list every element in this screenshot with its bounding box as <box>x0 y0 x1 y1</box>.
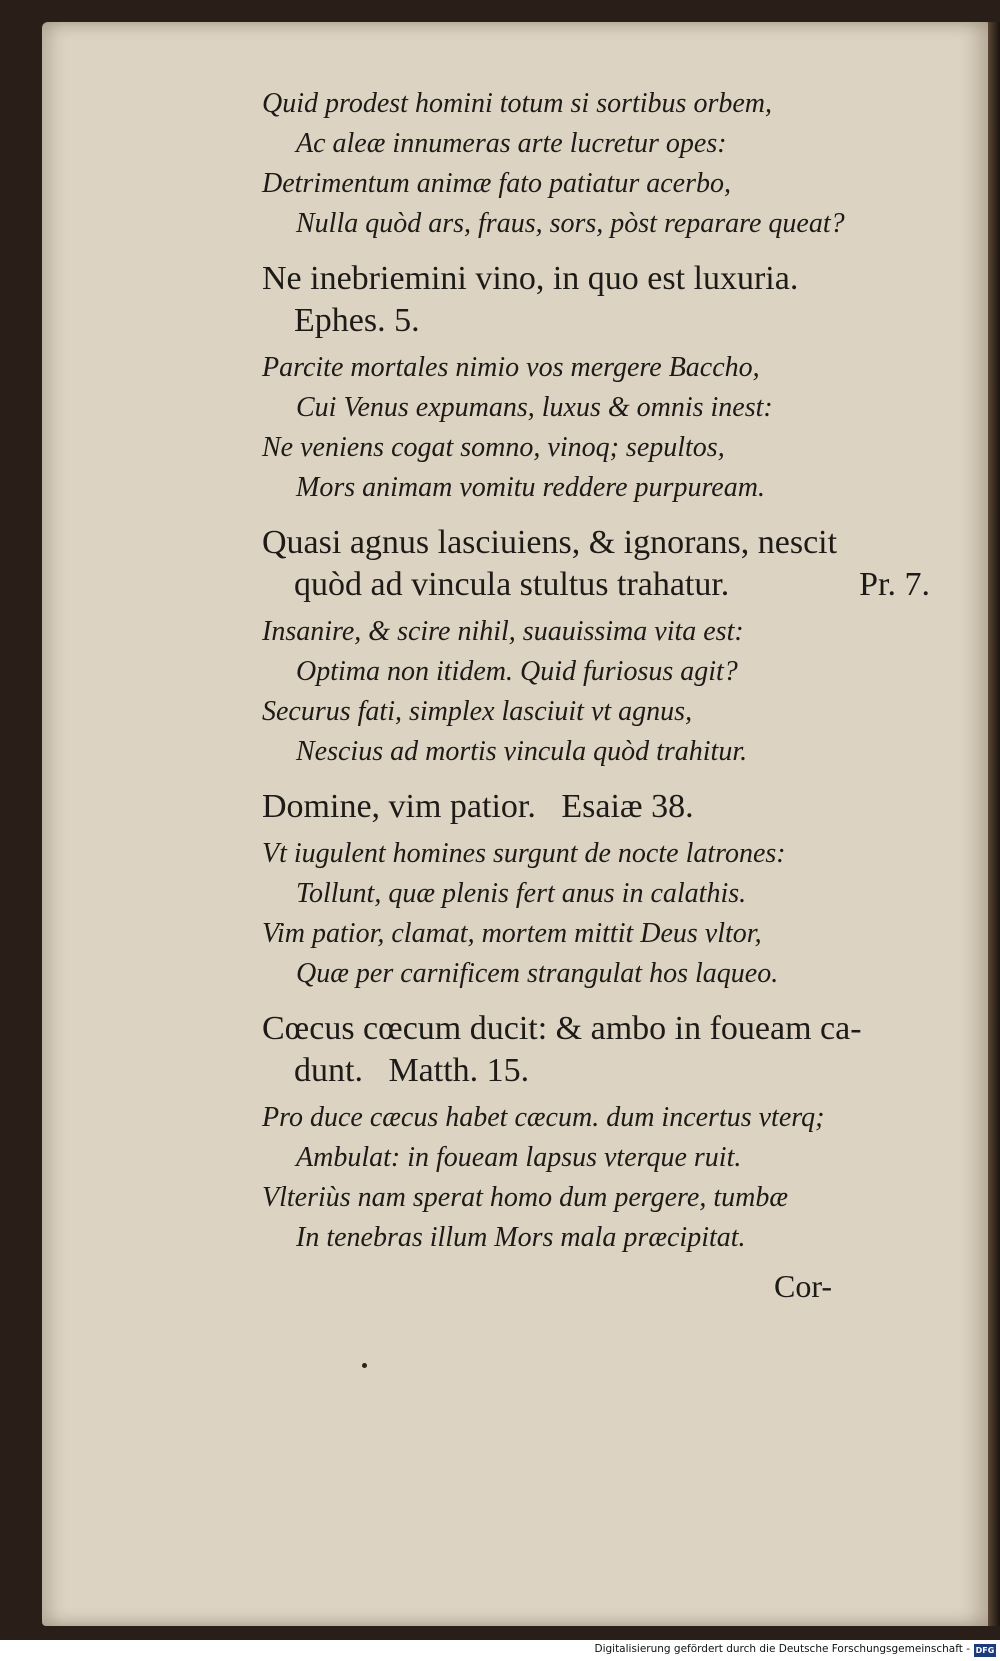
poem-line: Nulla quòd ars, fraus, sors, pòst reparare queat? <box>296 208 845 239</box>
verse-line: quòd ad vincula stultus trahatur. <box>294 566 730 603</box>
poem-line: In tenebras illum Mors mala præcipitat. <box>296 1222 746 1253</box>
text-block <box>262 786 942 994</box>
scripture-verse <box>262 1008 942 1092</box>
poem-line: Ac aleæ innumeras arte lucretur opes: <box>296 128 727 159</box>
poem <box>262 1098 942 1258</box>
verse-line: Ne inebriemini vino, in quo est luxuria. <box>262 260 799 297</box>
funding-credit: Digitalisierung gefördert durch die Deutsche Forschungsgemeinschaft - <box>594 1643 970 1655</box>
text-block <box>262 84 942 244</box>
scripture-verse <box>262 786 942 828</box>
poem-line: Quid prodest homini totum si sortibus orbem, <box>262 88 772 119</box>
page-edge <box>988 22 1000 1626</box>
page-content <box>262 78 942 1305</box>
scripture-verse <box>262 522 942 606</box>
dfg-logo: DFG <box>975 1646 995 1655</box>
poem-line: Tollunt, quæ plenis fert anus in calathis. <box>296 878 747 909</box>
poem-line: Cui Venus expumans, luxus & omnis inest: <box>296 392 773 423</box>
scripture-verse <box>262 258 942 342</box>
verse-line: Ephes. 5. <box>294 302 420 339</box>
poem <box>262 612 942 772</box>
poem-line: Ambulat: in foueam lapsus vterque ruit. <box>296 1142 742 1173</box>
verse-line: Cœcus cœcum ducit: & ambo in foueam ca- <box>262 1010 862 1047</box>
poem-line: Pro duce cæcus habet cæcum. dum incertus vterq; <box>262 1102 825 1133</box>
paper-speck <box>362 1363 367 1368</box>
poem-line: Quæ per carnificem strangulat hos laqueo. <box>296 958 779 989</box>
poem-line: Nescius ad mortis vincula quòd trahitur. <box>296 736 748 767</box>
text-block <box>262 522 942 772</box>
poem <box>262 348 942 508</box>
poem-line: Vim patior, clamat, mortem mittit Deus vltor, <box>262 918 762 949</box>
footer <box>0 1641 1000 1661</box>
poem-line: Vlteriùs nam sperat homo dum pergere, tumbæ <box>262 1182 788 1213</box>
poem <box>262 834 942 994</box>
verse-reference: Pr. 7. <box>859 566 930 603</box>
poem-line: Securus fati, simplex lasciuit vt agnus, <box>262 696 693 727</box>
poem-line: Detrimentum animæ fato patiatur acerbo, <box>262 168 731 199</box>
verse-line: Domine, vim patior. Esaiæ 38. <box>262 788 694 825</box>
poem-line: Parcite mortales nimio vos mergere Baccho, <box>262 352 760 383</box>
text-block <box>262 1008 942 1258</box>
poem-line: Optima non itidem. Quid furiosus agit? <box>296 656 738 687</box>
poem-line: Ne veniens cogat somno, vinoq; sepultos, <box>262 432 725 463</box>
poem-line: Mors animam vomitu reddere purpuream. <box>296 472 765 503</box>
catchword: Cor- <box>773 1268 832 1304</box>
poem-line: Vt iugulent homines surgunt de nocte latrones: <box>262 838 786 869</box>
verse-line: Quasi agnus lasciuiens, & ignorans, nescit <box>262 524 838 561</box>
verse-line: dunt. Matth. 15. <box>294 1052 530 1089</box>
poem <box>262 84 942 244</box>
text-block <box>262 258 942 508</box>
poem-line: Insanire, & scire nihil, suauissima vita est: <box>262 616 744 647</box>
verse-line-with-ref <box>262 564 942 606</box>
